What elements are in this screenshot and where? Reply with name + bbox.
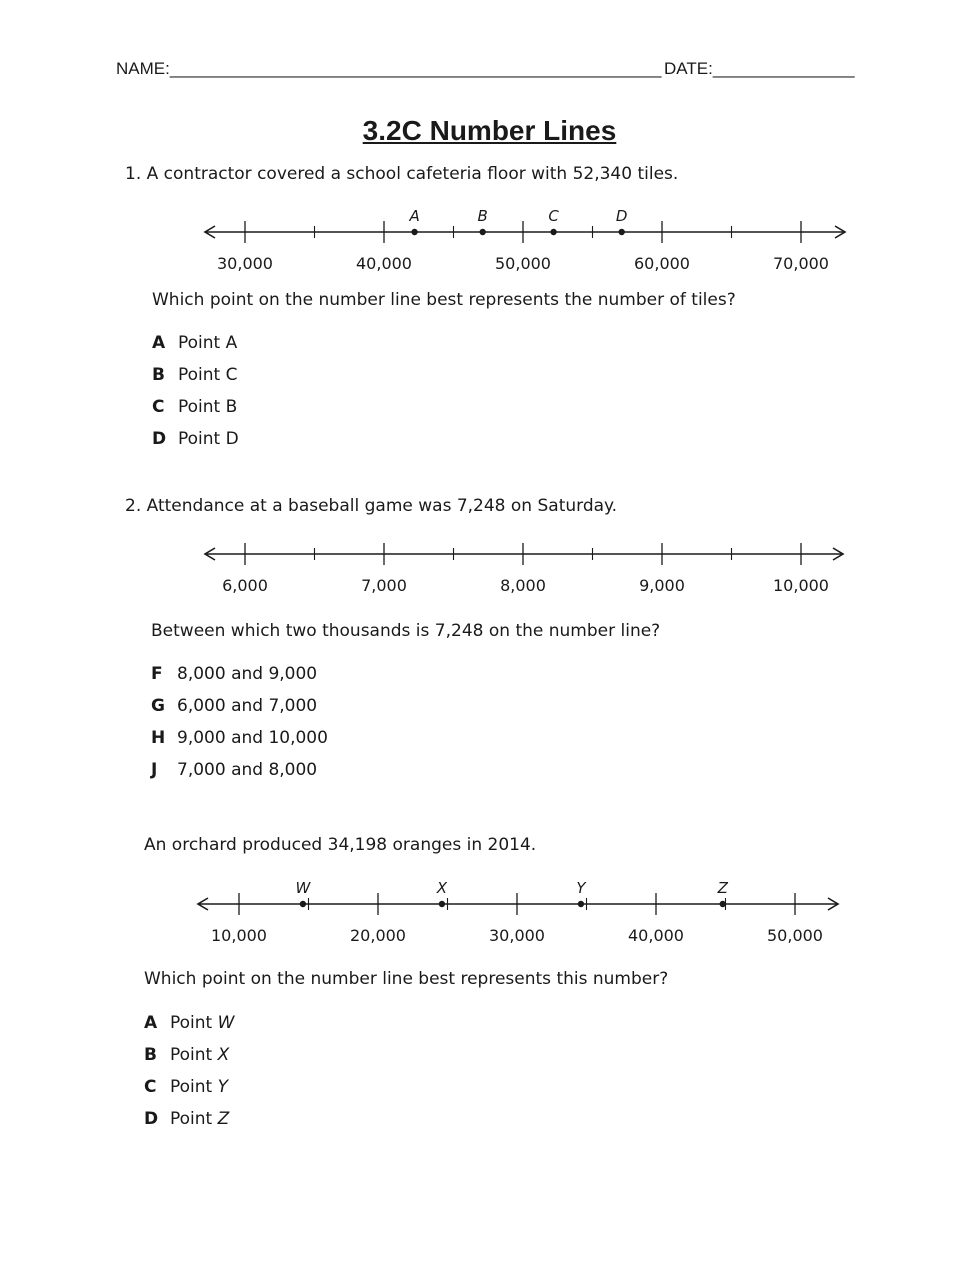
tick-label: 40,000 (356, 254, 412, 273)
tick-label: 30,000 (489, 926, 545, 945)
number-line-1 (0, 200, 979, 280)
tick-label: 10,000 (211, 926, 267, 945)
question-1-prompt: 1. A contractor covered a school cafeteria floor with 52,340 tiles. (125, 164, 679, 184)
tick-label: 6,000 (222, 576, 268, 595)
option-3b[interactable]: B Point X (144, 1045, 230, 1065)
question-1-number: 1. (125, 164, 142, 184)
point-z (720, 901, 726, 907)
question-2-prompt: 2. Attendance at a baseball game was 7,248 on Saturday. (125, 496, 618, 516)
point-label-w: W (295, 879, 311, 897)
point-c (550, 229, 556, 235)
question-2-text: Between which two thousands is 7,248 on the number line? (151, 621, 661, 641)
tick-label: 50,000 (495, 254, 551, 273)
option-3d[interactable]: D Point Z (144, 1109, 230, 1129)
name-blank[interactable]: ____________________________________________________ (169, 59, 662, 78)
point-label-d: D (615, 207, 628, 225)
tick-label: 7,000 (361, 576, 407, 595)
question-1-options (152, 332, 239, 460)
question-3-text: Which point on the number line best represents this number? (144, 969, 669, 989)
point-b (479, 229, 485, 235)
option-2h[interactable]: H 9,000 and 10,000 (151, 728, 328, 748)
point-w (300, 901, 306, 907)
point-a (411, 229, 417, 235)
number-line-2 (0, 522, 979, 602)
point-label-z: Z (717, 879, 728, 897)
option-3a[interactable]: A Point W (144, 1013, 235, 1033)
tick-label: 70,000 (773, 254, 829, 273)
tick-label: 8,000 (500, 576, 546, 595)
point-label-a: A (409, 207, 420, 225)
option-2j[interactable]: J 7,000 and 8,000 (151, 760, 318, 780)
point-x (439, 901, 445, 907)
date-label: DATE: (664, 59, 713, 78)
point-label-x: X (436, 879, 448, 897)
point-label-b: B (477, 207, 488, 225)
option-1c[interactable]: C Point B (152, 397, 238, 417)
name-field[interactable] (116, 59, 661, 79)
point-d (618, 229, 624, 235)
tick-label: 10,000 (773, 576, 829, 595)
option-2f[interactable]: F 8,000 and 9,000 (151, 664, 318, 684)
question-1-text: Which point on the number line best represents the number of tiles? (152, 290, 736, 310)
option-1d[interactable]: D Point D (152, 429, 239, 449)
question-2-options (151, 663, 328, 791)
option-2g[interactable]: G 6,000 and 7,000 (151, 696, 318, 716)
tick-label: 9,000 (639, 576, 685, 595)
tick-label: 30,000 (217, 254, 273, 273)
tick-label: 60,000 (634, 254, 690, 273)
question-3-options (144, 1012, 234, 1140)
page-title: 3.2C Number Lines (362, 115, 617, 146)
tick-label: 40,000 (628, 926, 684, 945)
option-1b[interactable]: B Point C (152, 365, 238, 385)
tick-label: 50,000 (767, 926, 823, 945)
question-3-prompt: An orchard produced 34,198 oranges in 2014. (144, 835, 537, 855)
point-label-y: Y (576, 879, 586, 897)
name-label: NAME: (116, 59, 170, 78)
question-2-number: 2. (125, 496, 142, 516)
date-blank[interactable]: _______________ (712, 59, 855, 78)
point-y (578, 901, 584, 907)
option-1a[interactable]: A Point A (152, 333, 238, 353)
option-3c[interactable]: C Point Y (144, 1077, 229, 1097)
point-label-c: C (548, 207, 559, 225)
tick-label: 20,000 (350, 926, 406, 945)
number-line-3 (0, 872, 979, 952)
date-field[interactable] (664, 59, 855, 79)
